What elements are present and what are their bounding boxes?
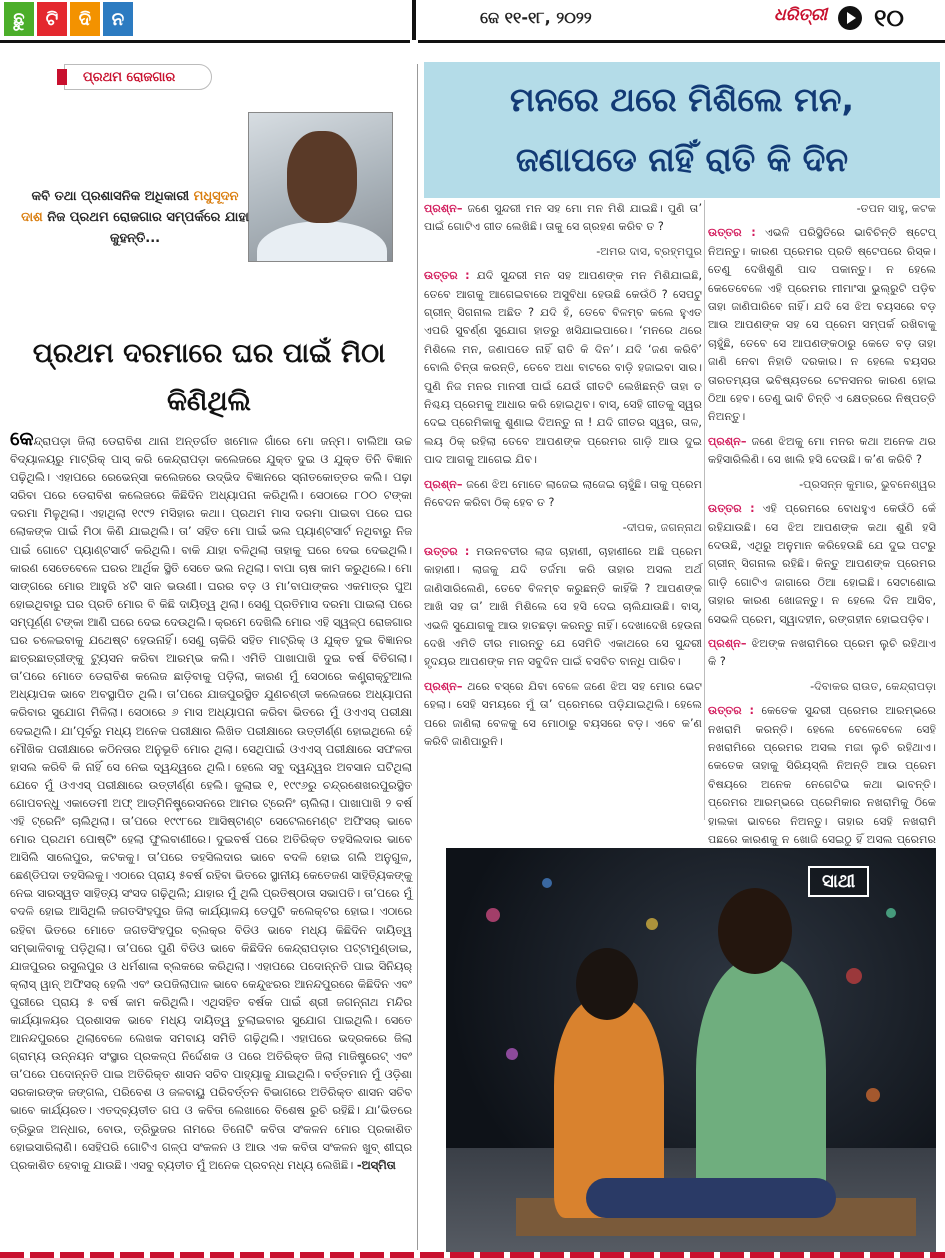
question-label: ପ୍ରଶ୍ନ– (424, 477, 463, 491)
byline: -ଅସ୍ମିତା (356, 1157, 396, 1172)
qa-column (708, 200, 936, 874)
intro-text: କବି ତଥା ପ୍ରଶାସନିକ ଅଧିକାରୀ (31, 189, 194, 204)
qa-headline-line: ଜଣାପଡେ ନାହିଁ ରାତି କି ଦିନ (515, 140, 849, 179)
question-text: ଜଣେ ଝିଅକୁ ମୋ ମନର କଥା ଅନେକ ଥର କହିସାରିଲିଣି। ସେ ଖାଲି ହସି ଦେଉଛି। କ’ଣ କରିବି ? (708, 434, 936, 467)
article-headline: ପ୍ରଥମ ଦରମାରେ ଘର ପାଇଁ ମିଠା କିଣିଥିଲି (32, 338, 386, 417)
question-text: ଜଣେ ସୁନ୍ଦରୀ ମନ ସହ ମୋ ମନ ମିଶି ଯାଇଛି। ପୁଣି ତା’ ପାଇଁ ଗୋଟିଏ ଗୀତ ଲେଖିଛି। ତାକୁ ସେ ଗ୍ରହଣ କରିବ ତ ? (424, 202, 703, 234)
question-label: ପ୍ରଶ୍ନ– (708, 636, 747, 650)
answer (708, 702, 936, 868)
column-divider (704, 200, 705, 820)
question-label: ପ୍ରଶ୍ନ– (708, 434, 747, 448)
answer-text: କେତେକ ସୁନ୍ଦରୀ ପ୍ରେମର ଆରମ୍ଭରେ ନଖରାମି କରନ୍ତି। ହେଲେ ବେଳେବେଳେ ସେହି ନଖରାମିରେ ପ୍ରେମର ଅସଲ ମଜା ଲୁଚି ରହିଥାଏ। କେତେକ ତାହାକୁ ସିରିୟସ୍‌ଲି ନିଅନ୍ତି ଆଉ ପ୍ରେମ ବିଷୟରେ ଅନେକ ନେଗେଟିଭ କଥା ଭାବନ୍ତି। ପ୍ରେମର ଆରମ୍ଭରେ ପ୍ରେମିକାର ନଖରାମିକୁ ଠିକେ ହାଲକା ଭାବରେ ନିଅନ୍ତୁ। ତାହାର ସେହି ନଖରାମି ପଛରେ କାରଣକୁ ନ ଖୋଜି ସେଇଠୁ ହିଁ ଅସଲ ପ୍ରେମର (708, 704, 936, 846)
brand-letter: ନ (103, 2, 133, 36)
question (424, 678, 702, 752)
question-text: ଝିଅଙ୍କ ନଖରାମିରେ ପ୍ରେମ ଲୁଚି ରହିଥାଏ କି ? (708, 636, 936, 669)
film-still-image (446, 848, 936, 1252)
section-logo (4, 2, 133, 36)
answer-label: ଉତ୍ତର : (708, 502, 755, 516)
actor-head (718, 888, 792, 974)
header-divider (412, 0, 416, 40)
question (708, 635, 936, 672)
question-text: ଜଣେ ଝିଅ ମୋତେ ଲାଜେଇ ଲାଜେଇ ଚାହୁଁଛି। ତାକୁ ପ୍ରେମ ନିବେଦନ କରିବା ଠିକ୍ ହେବ ତ ? (424, 477, 702, 510)
bokeh-light (886, 908, 896, 918)
footer-rule (0, 1252, 945, 1258)
bokeh-light (866, 1088, 880, 1102)
article-text: ନ୍ଦ୍ରାପଡ଼ା ଜିଲା ଡେରାବିଶ ଥାନା ଅନ୍ତର୍ଗତ ଖମୋଳ ଗାଁରେ ମୋ ଜନ୍ମ। ବାଲିଆ ଉଚ୍ଚ ବିଦ୍ୟାଳୟରୁ ମାଟ୍ରିକ୍ ପାସ୍ କରି କେନ୍ଦ୍ରାପଡ଼ା କଲେଜରେ ଯୁକ୍ତ ଦୁଇ ଓ ଯୁକ୍ତ ତିନି ବିଜ୍ଞାନ ପଢ଼ିଥିଲି। ଏହାପରେ ରେଭେନ୍ସା କଲେଜରେ ଉଦ୍ଭିଦ ବିଜ୍ଞାନରେ ସ୍ନାତକୋତ୍ତର କଲି। ପଢ଼ା ସରିବା ପରେ ଡେରାବିଶ କଲେଜରେ କିଛିଦିନ ଅଧ୍ୟାପନା କରିଥିଲି। ସେଠାରେ ୮୦୦ ଟଙ୍କା ଦରମା ମିଳୁଥିଲା। ଏହାଥିଲା ୧୯୯୨ ମସିହାର କଥା। ପ୍ରଥମ ମାସ ଦରମା ପାଇବା ପରେ ଘର ଲୋକଙ୍କ ପାଇଁ ମିଠା କିଣି ଯାଇଥିଲି। ତା’ ସହିତ ମୋ ପାଇଁ ଭଲ ପ୍ୟାଣ୍ଟସାର୍ଟ ନଥିବାରୁ ନିଜ ପାଇଁ ଗୋଟେ ପ୍ୟାଣ୍ଟସାର୍ଟ କରିଥିଲି। ବାକି ଯାହା ବଳିଥିଲା ତାହାକୁ ଘରେ ଦେଇ ଦେଇଥିଲି। କାରଣ ସେତେବେଳେ ଘରର ଆର୍ଥିକ ସ୍ଥିତି ସେତେ ଭଲ ନଥିଲା। ବାପା ଚାଷ କାମ କରୁଥିଲେ। ମୋ ସାଙ୍ଗରେ ମୋର ଆହୁରି ୪ଟି ସାନ ଭଉଣୀ। ଘରର ବଡ଼ ଓ ମା’ବାପାଙ୍କର ଏକମାତ୍ର ପୁଅ ହୋଇଥିବାରୁ ଘର ପ୍ରତି ମୋର ବି କିଛି ଦାୟିତ୍ୱ ଥିଲା। ସେଣୁ ପ୍ରତିମାସ ଦରମା ପାଇଲା ପରେ ସମ୍ପୂର୍ଣ୍ଣ ଟଙ୍କା ଆଣି ଘରେ ଦେଇ ଦେଉଥିଲି। କ୍ରମେ ଦେଖିଲି ମୋର ଏହି ସ୍ୱଳ୍ପ ରୋଜଗାର ଘର ଚଳେଇବାକୁ ଯଥେଷ୍ଟ ହେଉନାହିଁ। ସେଣୁ ଚାକିରି ସହିତ ମାଟ୍ରିକ୍ ଓ ଯୁକ୍ତ ଦୁଇ ବିଜ୍ଞାନର ଛାତ୍ରଛାତ୍ରୀଙ୍କୁ ଟ୍ୟୁସନ କରିବା ଆରମ୍ଭ କଲି। ଏମିତି ପାଖାପାଖି ଦୁଇ ବର୍ଷ ବିତିଗଲା। ତା’ପରେ ମୋତେ ଡେରାବିଶ କଲେଜ ଛାଡ଼ିବାକୁ ପଡ଼ିଲା, କାରଣ ମୁଁ ସେଠାରେ କଣ୍ଟ୍ରାକ୍ଟୁଆଲ ଅଧ୍ୟାପକ ଭାବେ ଅବସ୍ଥାପିତ ଥିଲି। ତା’ପରେ ଯାଜପୁରସ୍ଥିତ ଯୁଣଚଣ୍ଡୀ କଲେଜରେ ଅଧ୍ୟାପନା କରିବାର ସୁଯୋଗ ମିଳିଲା। ସେଠାରେ ୬ ମାସ ଅଧ୍ୟାପନା କରିବା ଭିତରେ ମୁଁ ଓଏଏସ୍ ପରୀକ୍ଷା ଦେଇଥିଲି। ଯା’ପୂର୍ବରୁ ମଧ୍ୟ ଅନେକ ପରୀକ୍ଷାର ଲିଖିତ ପରୀକ୍ଷାରେ ଉତ୍ତୀର୍ଣ୍ଣ ହୋଇଥିଲେ ହେଁ ମୌଖିକ ପରୀକ୍ଷାରେ କଠିନତାର ଅନୁଭୂତି ମୋର ଥିଲା। ସେଥିପାଇଁ ଓଏଏସ୍ ପରୀକ୍ଷାରେ ସଫଳତା ହାସଲ କରିବି କି ନାହିଁ ସେ ନେଇ ଦ୍ୱନ୍ଦ୍ୱରେ ଥିଲି। ହେଲେ ସବୁ ଦ୍ୱନ୍ଦ୍ୱର ଅବସାନ ଘଟିଥିଲା ଯେବେ ମୁଁ ଓଏଏସ୍ ପରୀକ୍ଷାରେ ଉତ୍ତୀର୍ଣ୍ଣ ହେଲି। ଜୁଲାଇ ୧, ୧୯୯୬ରୁ ଚନ୍ଦ୍ରଶେଖରପୁରସ୍ଥିତ ଗୋପବନ୍ଧୁ ଏକାଡେମୀ ଅଫ୍ ଆଡ୍ମିନିଷ୍ଟ୍ରେସନରେ ଆମର ଟ୍ରେନିଂ ଚାଲିଲା। ପାଖାପାଖି ୨ ବର୍ଷ ଏହି ଟ୍ରେନିଂ ଚାଲିଥିଲା। ତା’ପରେ ୧୯୯୮ରେ ଆସିଷ୍ଟାଣ୍ଟ ସେଟେଲମେଣ୍ଟ ଅଫିସର୍ ଭାବେ ମୋର ପ୍ରଥମ ପୋଷ୍ଟିଂ ହେଲା ଫୁଲବାଣୀରେ। ଦୁଇବର୍ଷ ପରେ ଅତିରିକ୍ତ ତହସିଲଦାର ଭାବେ ଆସିଲି ସାଲେପୁର, କଟକକୁ। ତା’ପରେ ତହସିଲଦାର ଭାବେ ବଦଳି ହୋଇ ଗଲି ଅନୁଗୁଳ, ଛେଣ୍ଡିପଦା ତହସିଲକୁ। ଏଠାରେ ପ୍ରାୟ ୫ବର୍ଷ ରହିବା ଭିତରେ ସ୍ଥାନୀୟ କେତେଜଣ ସାହିତ୍ୟିକଙ୍କୁ ନେଇ ସାରସ୍ୱତ ସାହିତ୍ୟ ସଂସଦ ଗଢ଼ିଥିଲି; ଯାହାର ମୁଁ ଥିଲି ପ୍ରତିଷ୍ଠାତା ସଭାପତି। ତା’ପରେ ମୁଁ ବଦଳି ହୋଇ ଆସିଥିଲି ଜଗତସିଂହପୁର ଜିଲା କାର୍ଯ୍ୟାଳୟ ଡେପୁଟି କଲେକ୍ଟର ହୋଇ। ଏଠାରେ ରହିବା ଭିତରେ ମୋତେ ଜଗତସିଂହପୁର ବ୍ଲକ୍‌ର ବିଡିଓ ଭାବେ ମଧ୍ୟ କିଛିଦିନ ଦାୟିତ୍ୱ ସମ୍ଭାଳିବାକୁ ପଡ଼ିଥିଲା। ତା’ପରେ ପୁଣି ବିଡିଓ ଭାବେ କିଛିଦିନ କେନ୍ଦ୍ରାପଡ଼ାର ପଟ୍ଟାମୁଣ୍ଡାଇ, ଯାଜପୁରର ରସୁଲପୁର ଓ ଧର୍ମଶାଳା ବ୍ଲକରେ କରିଥିଲା। ଏହାପରେ ପଦୋନ୍ନତି ପାଇ ସିନିୟର୍ କ୍ଲାସ୍ ୱାନ୍ ଅଫିସର୍ ହେଲି ଏବଂ ଉପଜିଲାପାଳ ଭାବେ କେନ୍ଦୁଝରର ଆନନ୍ଦପୁରରେ କିଛିଦିନ ଏବଂ ପୁରୀରେ ପ୍ରାୟ ୫ ବର୍ଷ କାମ କରିଥିଲି। ଏଥିସହିତ ବର୍ଷକ ପାଇଁ ଶ୍ରୀ ଜଗନ୍ନାଥ ମନ୍ଦିର କାର୍ଯ୍ୟାଳୟର ପ୍ରଶାସକ ଭାବେ ମଧ୍ୟ ଦାୟିତ୍ୱ ତୁଲାଇବାର ସୁଯୋଗ ପାଇଥିଲି। ସେତେ ଆନନ୍ଦପୁରରେ ଥିଲାବେଳେ ଲେଖକ ସମବାୟ ସମିତି ଗଢ଼ିଥିଲି। ଏହାପରେ ଭଦ୍ରକରେ ଜିଲା ଗ୍ରାମ୍ୟ ଉନ୍ନୟନ ସଂସ୍ଥାର ପ୍ରକଳ୍ପ ନିର୍ଦ୍ଦେଶକ ଓ ପରେ ଅତିରିକ୍ତ ଜିଲା ମାଜିଷ୍ଟ୍ରେଟ୍ ଏବଂ ତା’ପରେ ପଦୋନ୍ନତି ପାଇ ଅତିରିକ୍ତ ଶାସନ ସଚିବ ପାହ୍ୟାକୁ ଯାଇଥିଲି। ବର୍ତ୍ତମାନ ମୁଁ ଓଡ଼ିଶା ସରକାରଙ୍କ ଜଙ୍ଗଲ, ପରିବେଶ ଓ ଜଳବାୟୁ ପରିବର୍ତ୍ତନ ବିଭାଗରେ ଅତିରିକ୍ତ ଶାସନ ସଚିବ ଭାବେ କାର୍ଯ୍ୟରତ। ଏତଦ୍‌ବ୍ୟତୀତ ଗପ ଓ କବିତା ଲେଖାରେ ବିଶେଷ ରୁଚି ରହିଛି। ଯା’ଭିତରେ ତ୍ରିଭୁଜ ଅନ୍ଧାର, ବୋଉ, ତ୍ରିଭୁଜର ନାମରେ ତିନୋଟି କବିତା ସଂକଳନ ମୋର ପ୍ରକାଶିତ ହୋଇସାରିଲାଣି। ସେହିପରି ଗୋଟିଏ ଗଳ୍ପ ସଂକଳନ ଓ ଆଉ ଏକ କବିତା ସଂକଳନ ଖୁବ୍ ଶୀଘ୍ର ପ୍ରକାଶିତ ହେବାକୁ ଯାଉଛି। ଏସବୁ ବ୍ୟତୀତ ମୁଁ ଅନେକ ପ୍ରବନ୍ଧ ମଧ୍ୟ ଲେଖିଛି। (10, 434, 412, 1172)
question-text: ଥରେ ବସ୍‌ରେ ଯିବା ବେଳେ ଜଣେ ଝିଅ ସହ ମୋର ଭେଟ ହେଲା। ସେହି ସମୟରେ ମୁଁ ତା’ ପ୍ରେମରେ ପଡ଼ିଯାଇଥିଲି। ହେଲେ ପରେ ଜାଣିଲା ବେଳକୁ ସେ ମୋଠାରୁ ବୟସରେ ବଡ଼। ଏବେ କ’ଣ କରିବି ଜାଣିପାରୁନି। (424, 679, 702, 748)
author-intro (20, 186, 250, 249)
photo-face (287, 131, 357, 223)
actor-figure (696, 958, 826, 1208)
bokeh-light (542, 878, 552, 888)
author-photo (248, 112, 393, 262)
answer (708, 500, 936, 629)
brand-letter: ଛୁ (4, 2, 34, 36)
answer-text: ଯଦି ସୁନ୍ଦରୀ ମନ ସହ ଆପଣଙ୍କ ମନ ମିଶିଯାଇଛି, ତେବେ ଆଗକୁ ଆଗେଇବାରେ ଅସୁବିଧା ହେଉଛି କେଉଁଠି ? ସେପଟୁ ଗ୍ରୀନ୍ ସିଗନାଲ ଅଛିତ ? ଯଦି ହଁ, ତେବେ ବିଳମ୍ବ କଲେ ହୁଏତ ଏପରି ସୁବର୍ଣ୍ଣ ସୁଯୋଗ ହାତରୁ ଖସିଯାଇପାରେ। ‘ମନରେ ଥରେ ମିଶିଲେ ମନ, ଜଣାପଡେ ନାହିଁ ରାତି କି ଦିନ’। ଯଦି ‘ଜଣ କରିବି’ ବୋଲି ଚିନ୍ତା କରନ୍ତି, ତେବେ ଅଧା ବାଟରେ ବାଡ଼ି ହଜାଇବା ସାର। ପୁଣି ନିଜ ମନର ମାନସୀ ପାଇଁ ଯେଉଁ ଗୀତଟି ଲେଖିଛନ୍ତି ତାହା ତ ନିଶ୍ଚୟ ପ୍ରେମକୁ ଆଧାର କରି ହୋଇଥିବ। ବାସ୍, ସେହି ଗୀତକୁ ସ୍ୱର ଦେଇ ପ୍ରେମିକାକୁ ଶୁଣାଇ ଦିଅନ୍ତୁ ନା ! ଯଦି ଗୀତର ସ୍ୱର, ତାଳ, ଲୟ ଠିକ୍ ରହିଲା ତେବେ ଆପଣଙ୍କ ପ୍ରେମର ଗାଡ଼ି ଆଉ ଦୁଇ ପାଦ ଆଗକୁ ଆଗେଇ ଯିବ। (424, 269, 703, 467)
sender: -ଦୀପକ, ଜଗନ୍ନାଥ (622, 520, 702, 534)
play-icon (838, 6, 862, 30)
answer-text: ଏହି ପ୍ରେମରେ ବୋଧହୁଏ କେଉଁଠି କେଁ ରହିଯାଉଛି। ସେ ଝିଅ ଆପଣଙ୍କ କଥା ଶୁଣି ହସି ଦେଉଛି, ଏଥିରୁ ଅନୁମାନ କରିହେଉଛି ଯେ ଦୁଇ ପଟରୁ ଗ୍ରୀନ୍ ସିଗନାଲ ରହିଛି। କିନ୍ତୁ ଆପଣଙ୍କ ପ୍ରେମର ଗାଡ଼ି ଗୋଟିଏ ଜାଗାରେ ଠିଆ ହୋଇଛି। ସେଟାଶୋଇ ତାହାର କାରଣ ଖୋଜନ୍ତୁ। ନ ହେଲେ ଦିନ ଆସିବ, ସେଭଳି ପ୍ରେମ, ସ୍ୱାଦହୀନ, ରଙ୍ଗହୀନ ହୋଇପଡ଼ିବ। (708, 502, 937, 626)
photo-shirt (257, 221, 387, 262)
answer (424, 543, 702, 672)
column-divider (417, 64, 418, 1250)
bokeh-light (486, 908, 500, 922)
answer-label: ଉତ୍ତର : (708, 226, 756, 240)
bokeh-light (506, 1048, 518, 1060)
page-number: ୧୦ (874, 4, 904, 32)
actress-head (576, 948, 638, 1020)
answer-label: ଉତ୍ତର : (708, 704, 754, 718)
brand-letter: ଦି (70, 2, 100, 36)
header-rule (418, 40, 945, 43)
dateline: ଜେ ୧୧-୧୮, ୨୦୨୨ (480, 8, 592, 27)
brand-letter: ଟି (37, 2, 67, 36)
bokeh-light (846, 968, 862, 984)
qa-headline-box (424, 62, 940, 198)
actor-legs (586, 1178, 836, 1218)
paper-logo: ଧରିତ୍ରୀ (774, 5, 828, 25)
column-tag: ପ୍ରଥମ ରୋଜଗାର (64, 64, 212, 90)
header-rule (0, 40, 410, 43)
sender: -ଦିବାକର ରାଉତ, କେନ୍ଦ୍ରାପଡ଼ା (810, 679, 936, 693)
qa-column (424, 200, 702, 757)
sender: -ଅମର ଦାସ, ବ୍ରହ୍ମପୁର (596, 244, 702, 258)
question-label: ପ୍ରଶ୍ନ– (424, 679, 463, 693)
qa-headline-line: ମନରେ ଥରେ ମିଶିଲେ ମନ, (509, 80, 855, 119)
answer (424, 267, 702, 469)
answer-text: ଏଭଳି ପରିସ୍ଥିତିରେ ଭାବିଚିନ୍ତି ଷ୍ଟେପ୍ ନିଅନ୍ତୁ। କାରଣ ପ୍ରେମର ପ୍ରତି ଷ୍ଟେପରେ ରିସ୍କ। ତେଣୁ ଦେଖିଶୁଣି ପାଦ ପକାନ୍ତୁ। ନ ହେଲେ କେତେବେଳେ ଏହି ପ୍ରେମର ମୀମାଂସା ଭୁଲ୍ରୁଟି ପଡ଼ିବ ତାହା ଜାଣିପାରିବେ ନାହିଁ। ଯଦି ସେ ଝିଅ ବୟସରେ ବଡ଼ ଆଉ ଆପଣଙ୍କ ସହ ସେ ପ୍ରେମ ସମ୍ପର୍କ ରଖିବାକୁ ଚାହୁଁଛି, ତେବେ ସେ ଆପଣଙ୍କଠାରୁ କେତେ ବଡ଼ ତାହା ଜାଣି ନେବା ନିହାତି ଦରକାର। ନ ହେଲେ ବୟସର ତାରତମ୍ୟତା ଭବିଷ୍ୟତରେ ଟେନସନର କାରଣ ହୋଇ ଠିଆ ହେବ। ତେଣୁ ଭାବି ଚିନ୍ତି ଏ କ୍ଷେତ୍ରରେ ନିଷ୍ପତ୍ତି ନିଅନ୍ତୁ। (708, 226, 937, 424)
page-header (0, 0, 945, 42)
question (424, 200, 702, 237)
author-name: ମଧୁସୂଦନ ଦାଶ (21, 189, 239, 225)
sender: -ତପନ ସାହୁ, କଟକ (856, 202, 936, 215)
drop-cap: କେ (10, 428, 34, 450)
answer-label: ଉତ୍ତର : (424, 269, 470, 283)
question (708, 433, 936, 470)
answer (708, 224, 936, 426)
article-body (10, 430, 412, 1174)
question-label: ପ୍ରଶ୍ନ– (424, 202, 463, 215)
question (424, 476, 702, 513)
sender: -ପ୍ରସନ୍ନ କୁମାର, ଭୁବନେଶ୍ୱର (799, 477, 936, 491)
intro-text: ନିଜ ପ୍ରଥମ ରୋଜଗାର ସମ୍ପର୍କରେ ଯାହା କୁହନ୍ତି... (42, 210, 249, 246)
answer-label: ଉତ୍ତର : (424, 544, 470, 558)
film-title-label: ସାଥୀ (808, 866, 869, 897)
bokeh-light (646, 918, 658, 930)
answer-text: ମଉନବତୀର ଲାଜ ଚାହାଣୀ, ଚାହାଣୀରେ ଅଛି ପ୍ରେମ କାହାଣୀ। ଲାଜକୁ ଯଦି ତର୍ଜମା କରି ତାହାର ଅସଲ ଅର୍ଥ ଜାଣିସାରିଲେଣି, ତେବେ ବିଳମ୍ବ କରୁଛନ୍ତି କାହିଁକି ? ଆପଣଙ୍କ ଆଖି ସହ ତା’ ଆଖି ମିଶିଲେ ସେ ହସି ଦେଇ ଚାଲିଯାଉଛି। ବାସ୍, ଏଭଳି ସୁଯୋଗକୁ ଆଉ ହାତଛଡ଼ା କରନ୍ତୁ ନାହିଁ। ଦେଖାଦେଖି ହେଉନା ଦେଖି ଏମିତି ତୀର ମାରନ୍ତୁ ଯେ ସେମିତି ଏକାଥରେ ସେ ସୁନ୍ଦରୀ ହୃଦୟର ଆପଣଙ୍କ ମନ ସବୁଦିନ ପାଇଁ ବସବିତ ବାନ୍ଧି ପାରିବ। (424, 544, 702, 669)
